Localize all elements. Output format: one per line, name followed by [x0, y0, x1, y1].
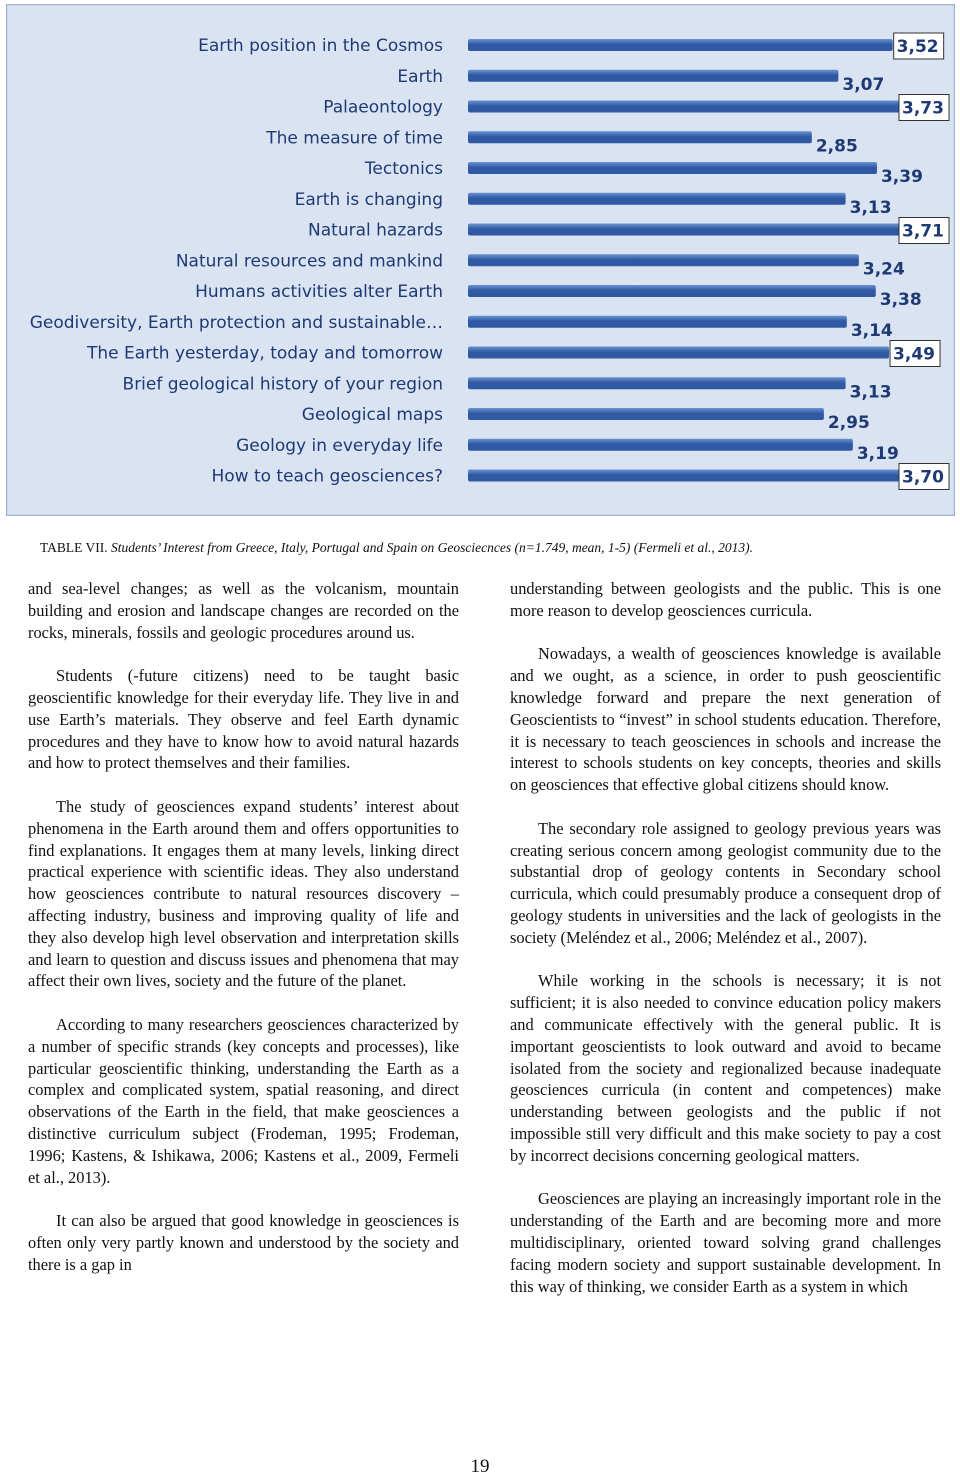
- bar: [468, 39, 893, 51]
- value-label: 3,52: [896, 37, 939, 57]
- value-label: 3,49: [893, 344, 935, 365]
- value-label: 3,14: [850, 320, 893, 341]
- paragraph: understanding between geologists and the public. This is one more reason to develop geosciences curricula.: [510, 579, 941, 620]
- value-label: 3,24: [862, 259, 905, 280]
- category-label: The Earth yesterday, today and tomorrow: [86, 343, 443, 364]
- category-label: Tectonics: [364, 159, 443, 179]
- bar: [468, 224, 916, 236]
- value-label: 3,73: [902, 98, 944, 119]
- paragraph: Nowadays, a wealth of geosciences knowledge is available and we ought, as a science, in order to push geoscientific knowledge forward and prepare the next generation of Geoscientists to “invest” in school students education. Therefore, it is necessary to teach geosciences in schools and increase the interest to schools students on key concepts, theories and skills on geosciences that effective global citizens should know.: [510, 644, 941, 795]
- bar: [468, 408, 824, 420]
- category-label: Palaeontology: [323, 97, 443, 118]
- value-label: 3,13: [849, 197, 892, 218]
- category-label: Earth is changing: [294, 189, 443, 210]
- caption-label: TABLE VII.: [40, 540, 108, 555]
- bar: [468, 377, 846, 389]
- paragraph: According to many researchers geosciences characterized by a number of specific strands (key concepts and processes), like particular geoscientific thinking, understanding the Earth as a complex and complicated system, spatial reasoning, and direct observations of the Earth in the field, that make geosciences a distinctive curriculum subject (Frodeman, 1995; Frodeman, 1996; Kastens, & Ishikawa, 2006; Kastens et al., 2009, Fermeli et al., 2013).: [28, 1014, 459, 1187]
- category-label: How to teach geosciences?: [211, 466, 443, 487]
- paragraph: Students (-future citizens) need to be taught basic geoscientific knowledge for their everyday life. They live in and use Earth’s materials. They observe and feel Earth dynamic procedures and they have to know how to avoid natural hazards and how to protect themselves and their families.: [28, 666, 459, 773]
- bar: [468, 193, 846, 205]
- category-label: Earth: [397, 66, 443, 87]
- left-text-column: [28, 578, 459, 1297]
- value-label: 2,95: [827, 413, 870, 433]
- value-label: 2,85: [815, 136, 858, 157]
- bar-chart-svg: [6, 4, 955, 516]
- category-label: Natural hazards: [308, 220, 443, 241]
- bar: [468, 131, 812, 143]
- category-label: The measure of time: [266, 128, 443, 149]
- bar: [468, 316, 847, 328]
- table-caption: [40, 540, 940, 556]
- bar: [468, 162, 877, 174]
- value-label: 3,19: [856, 443, 899, 464]
- paragraph: Geosciences are playing an increasingly important role in the understanding of the Earth and are becoming more and more multidisciplinary, oriented toward solving grand challenges facing modern society and support sustainable development. In this way of thinking, we consider Earth as a system in which: [510, 1189, 941, 1296]
- bar: [468, 254, 859, 266]
- right-text-column: [510, 578, 941, 1319]
- value-label: 3,70: [902, 467, 944, 488]
- page-number: 19: [470, 1456, 490, 1477]
- paragraph: and sea-level changes; as well as the volcanism, mountain building and erosion and landscape changes are recorded on the rocks, minerals, fossils and geologic procedures around us.: [28, 579, 459, 642]
- paragraph: It can also be argued that good knowledge in geosciences is often only very partly known and understood by the society and there is a gap in: [28, 1211, 459, 1274]
- category-label: Geology in everyday life: [236, 435, 443, 456]
- bar: [468, 285, 876, 297]
- category-label: Natural resources and mankind: [175, 251, 443, 272]
- value-label: 3,71: [902, 221, 944, 242]
- value-label: 3,39: [880, 167, 923, 187]
- bar: [468, 347, 889, 359]
- category-label: Humans activities alter Earth: [195, 282, 443, 302]
- bar: [468, 70, 838, 82]
- paragraph: The secondary role assigned to geology previous years was creating serious concern among geologist community due to the substantial drop of geology contents in Secondary school curricula, which could presumably produce a consequent drop of geology students in universities and the lack of geologists in the society (Meléndez et al., 2006; Meléndez et al., 2007).: [510, 818, 941, 947]
- value-label: 3,13: [849, 382, 892, 403]
- value-label: 3,07: [842, 74, 885, 95]
- caption-text: Students’ Interest from Greece, Italy, Portugal and Spain on Geosciecnces (n=1.749, mean, 1-5) (Fermeli et al., 2013).: [111, 540, 754, 555]
- bar: [468, 439, 853, 451]
- category-label: Brief geological history of your region: [122, 374, 443, 395]
- bar: [468, 101, 918, 113]
- value-label: 3,38: [879, 290, 922, 310]
- bar: [468, 470, 914, 482]
- category-label: Geodiversity, Earth protection and sustainable…: [29, 312, 443, 333]
- category-label: Geological maps: [301, 405, 443, 425]
- paragraph: The study of geosciences expand students’ interest about phenomena in the Earth around them and offers opportunities to find explanations. It engages them at many levels, linking direct practical experience with scientific ideas. They also understand how geosciences contribute to natural resources discovery – affecting industry, business and improving quality of life and they also develop high level observation and interpretation skills and learn to question and discuss issues and phenomena that may affect their own lives, society and the future of the planet.: [28, 796, 459, 991]
- paragraph: While working in the schools is necessary; it is not sufficient; it is also needed to convince education policy makers and communicate effectively with the general public. It is important geoscientists to look outward and avoid to became isolated from the society and regionalized because inadequate geosciences curricula (in content and competences) make understanding between geologists and the public if not impossible still very difficult and this make society to pay a cost by incorrect decisions concerning geological matters.: [510, 971, 941, 1165]
- category-label: Earth position in the Cosmos: [198, 36, 443, 56]
- interest-bar-chart: [6, 4, 955, 516]
